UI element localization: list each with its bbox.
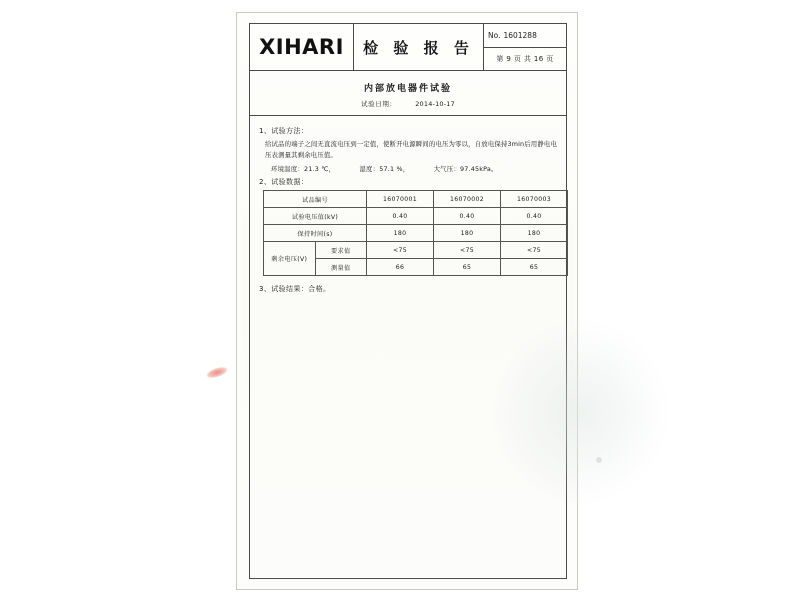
section-result-text: 3、试验结果：合格。: [259, 285, 331, 294]
pressure-value: 97.45kPa。: [459, 165, 498, 174]
humidity-value: 57.1 %，: [379, 165, 410, 174]
table-row: [264, 191, 568, 208]
row-sublabel: 要求值: [315, 242, 367, 259]
row-sublabel: 测量值: [315, 259, 367, 276]
report-header: [249, 23, 567, 71]
cell-value: 65: [501, 259, 568, 276]
test-date-label: 试验日期：: [361, 100, 397, 108]
environment-conditions: [271, 164, 557, 173]
cell-value: 16070002: [434, 191, 501, 208]
cell-value: <75: [367, 242, 434, 259]
scanned-document-page: [236, 12, 578, 590]
section-method-heading: 1、试验方法：: [259, 127, 309, 135]
row-label: 试验电压值(kV): [264, 208, 367, 225]
report-meta-cell: [484, 24, 566, 70]
cell-value: <75: [501, 242, 568, 259]
table-row: [264, 208, 568, 225]
page-title: 检 验 报 告: [363, 38, 474, 57]
report-title-cell: [354, 24, 484, 70]
test-data-table: [263, 190, 568, 276]
table-row: [264, 225, 568, 242]
page-number-info: 第 9 页 共 16 页: [496, 54, 554, 63]
cell-value: 0.40: [501, 208, 568, 225]
report-number-value: 1601288: [503, 30, 537, 40]
temperature-label: 环境温度：: [271, 165, 304, 174]
cell-value: 16070003: [501, 191, 568, 208]
scan-artifact: [596, 457, 602, 463]
cell-value: 180: [367, 225, 434, 242]
report-number: [484, 24, 566, 48]
report-number-label: No.: [488, 30, 501, 40]
humidity-label: 湿度：: [359, 165, 380, 174]
report-body: [249, 71, 567, 579]
document-surface: [241, 17, 575, 587]
company-logo-text: XIHARI: [259, 35, 344, 59]
cell-value: 180: [434, 225, 501, 242]
logo-cell: [250, 24, 354, 70]
cell-value: <75: [434, 242, 501, 259]
row-label: 保持时间(s): [264, 225, 367, 242]
cell-value: 0.40: [434, 208, 501, 225]
test-subject-title: 内部放电器件试验: [363, 84, 452, 94]
cell-value: 66: [367, 259, 434, 276]
section-method-text: 给试品的端子之间无直流电压到一定值，使断开电源瞬间的电压为零以，自放电保持3min后用静电电压表测量其剩余电压值。: [265, 140, 557, 160]
cell-value: 65: [434, 259, 501, 276]
report-content: [250, 116, 566, 294]
test-date-row: [250, 99, 566, 108]
red-ink-smudge: [205, 365, 229, 380]
test-date-value: 2014-10-17: [415, 100, 455, 108]
temperature-value: 21.3 ℃，: [303, 165, 336, 174]
row-label: 剩余电压(V): [264, 242, 316, 276]
cell-value: 0.40: [367, 208, 434, 225]
row-label: 试品编号: [264, 191, 367, 208]
section-data-heading: 2、试验数据：: [259, 178, 309, 187]
pressure-label: 大气压：: [433, 165, 460, 174]
cell-value: 16070001: [367, 191, 434, 208]
cell-value: 180: [501, 225, 568, 242]
table-row: [264, 242, 568, 259]
